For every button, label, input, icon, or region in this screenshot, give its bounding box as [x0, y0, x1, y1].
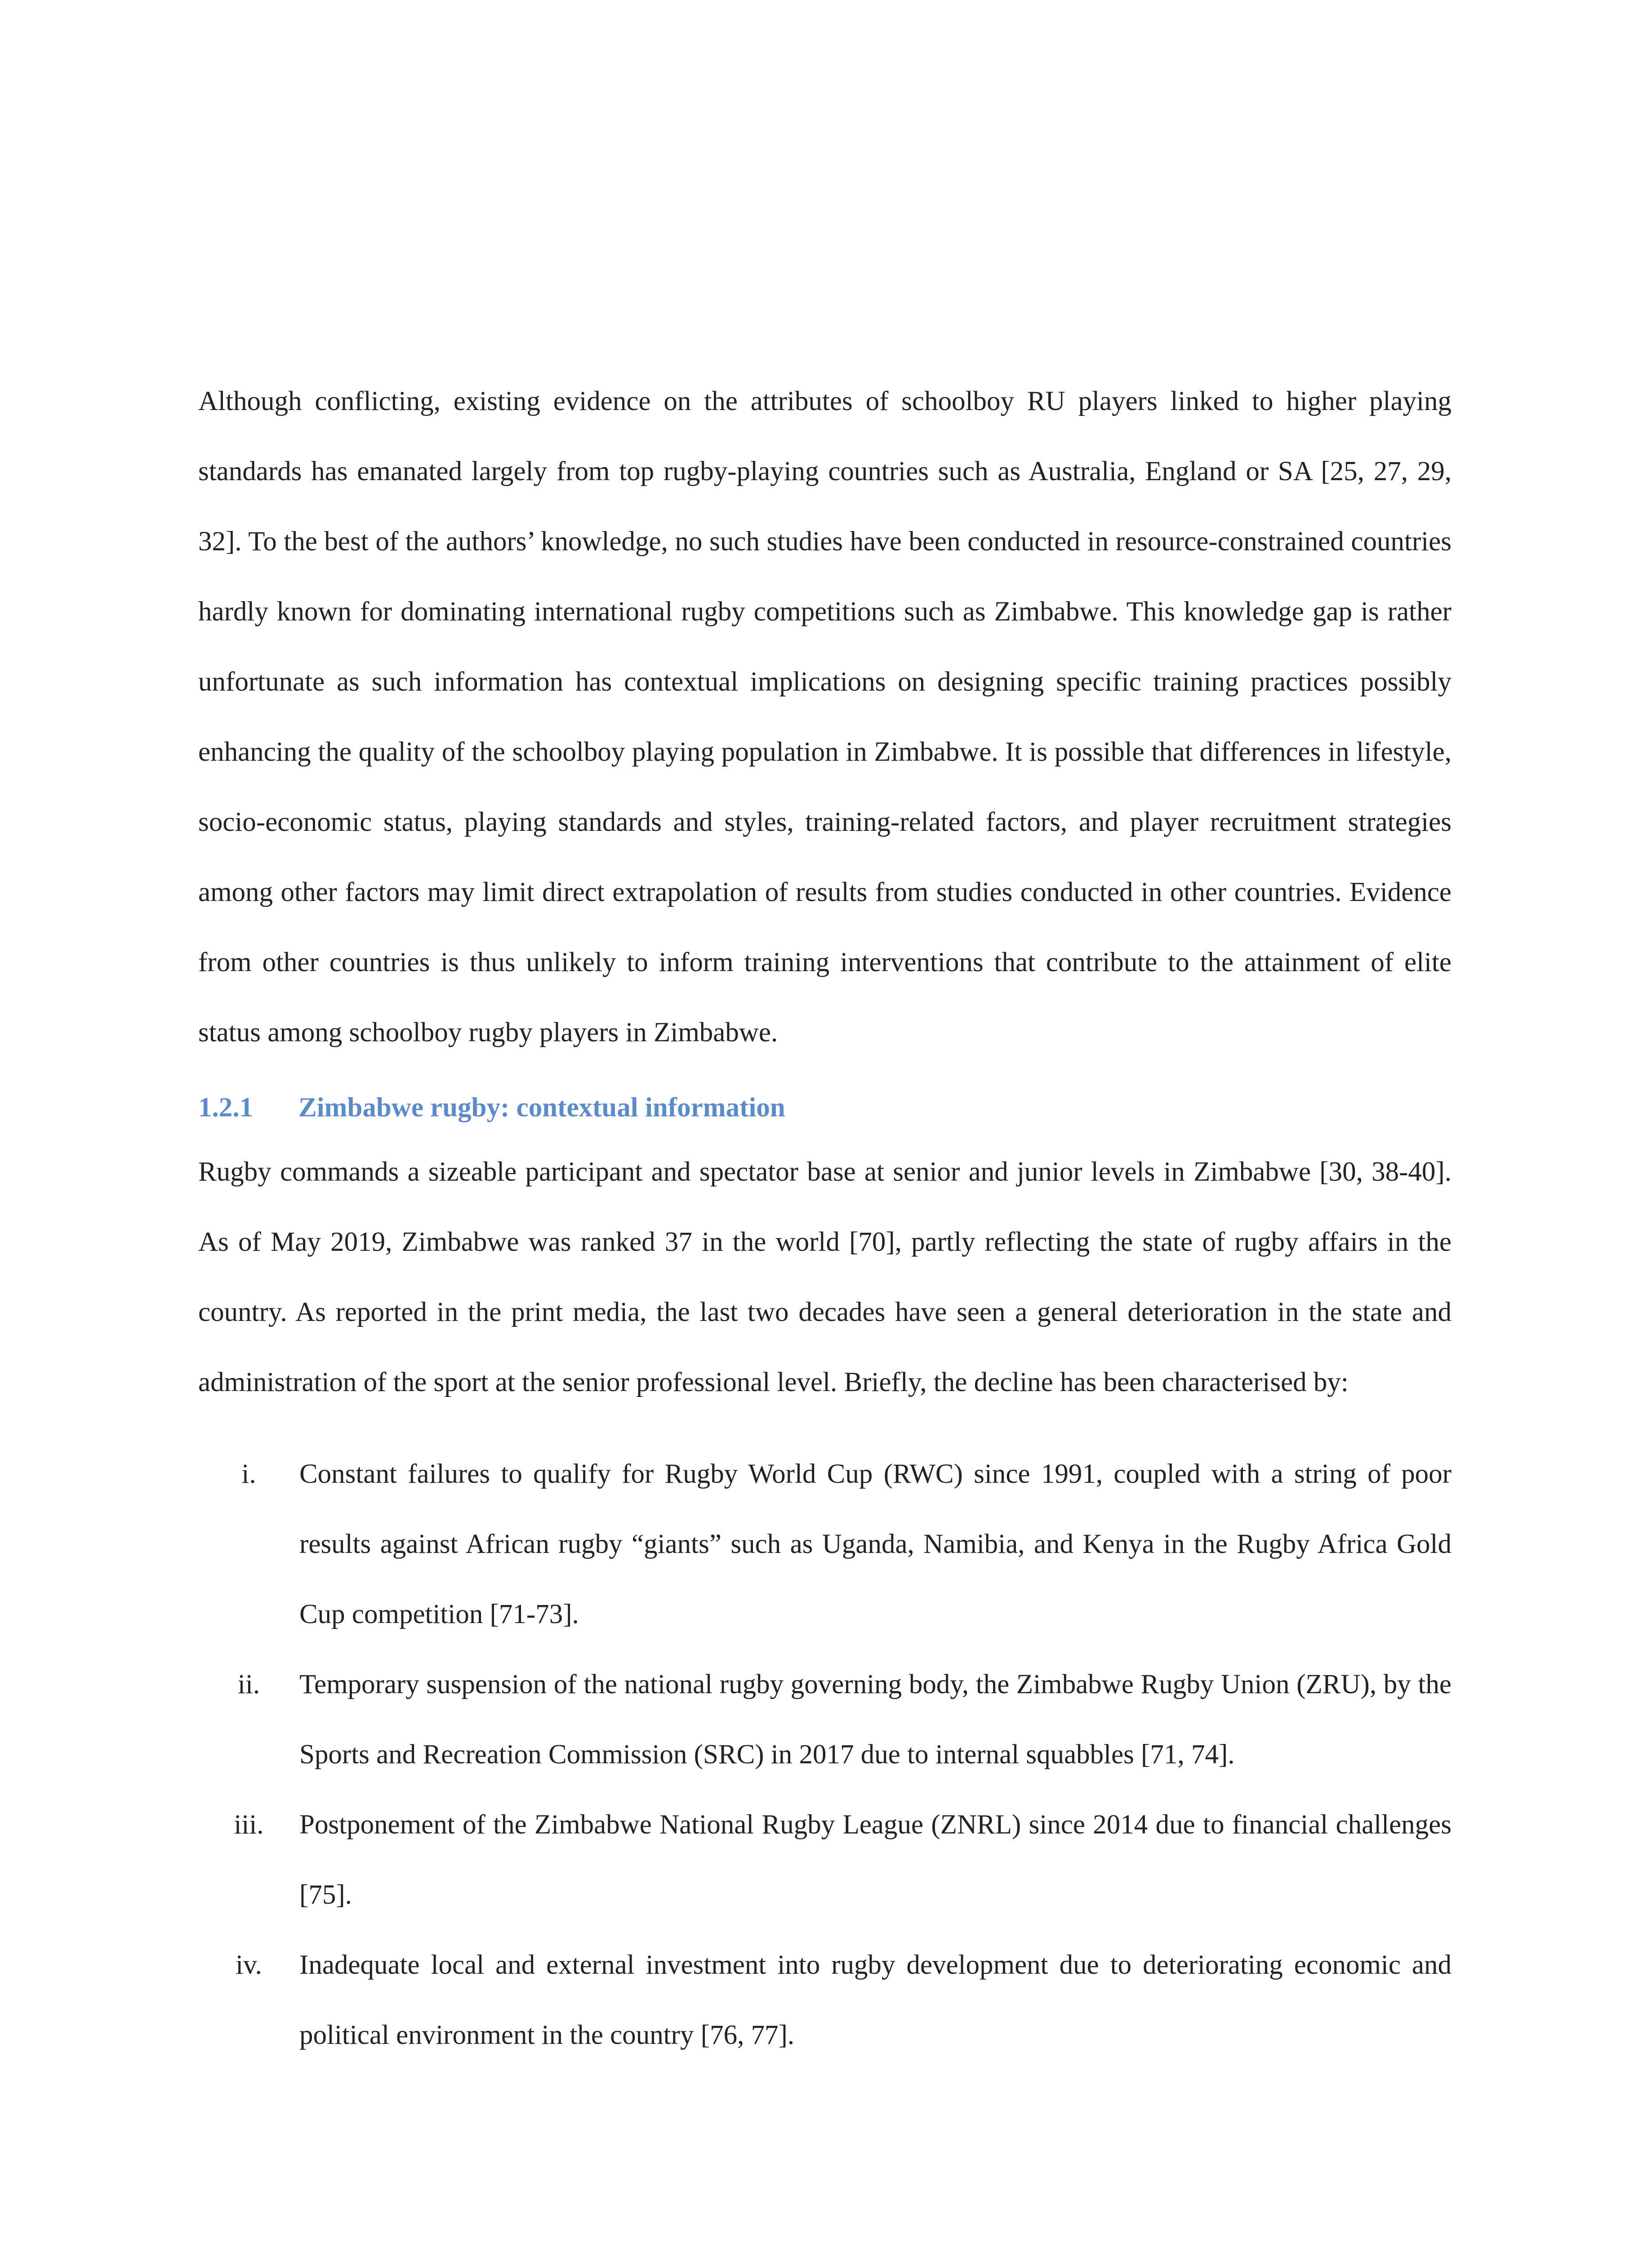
- list-item: [198, 1650, 1452, 1790]
- decline-list: [198, 1439, 1452, 2070]
- list-item: [198, 1930, 1452, 2070]
- list-marker: iv.: [236, 1950, 262, 1980]
- list-marker: iii.: [234, 1810, 264, 1840]
- list-marker: i.: [241, 1459, 256, 1489]
- list-item-text: Temporary suspension of the national rugby governing body, the Zimbabwe Rugby Union (ZRU), by the Sports and Recreation Commission (SRC) in 2017 due to internal squabbles [71, 74].: [299, 1669, 1452, 1770]
- section-paragraph: Rugby commands a sizeable participant and spectator base at senior and junior levels in Zimbabwe [30, 38-40]. As of May 2019, Zimbabwe was ranked 37 in the world [70], partly reflecting the state of rugby affairs in the country. As reported in the print media, the last two decades have seen a general deterioration in the state and administration of the sport at the senior professional level. Briefly, the decline has been characterised by:: [198, 1157, 1452, 1397]
- list-marker: ii.: [237, 1669, 260, 1699]
- page-content: [198, 366, 1452, 2070]
- list-item-text: Constant failures to qualify for Rugby World Cup (RWC) since 1991, coupled with a string of poor results against African rugby “giants” such as Uganda, Namibia, and Kenya in the Rugby Africa Gold Cup competition [71-73].: [299, 1459, 1452, 1629]
- section-number: 1.2.1: [198, 1093, 253, 1123]
- list-item: [198, 1790, 1452, 1930]
- intro-paragraph: Although conflicting, existing evidence on the attributes of schoolboy RU players linked to higher playing standards has emanated largely from top rugby-playing countries such as Australia, England or SA [25, 27, 29, 32]. To the best of the authors’ knowledge, no such studies have been conducted in resource-constrained countries hardly known for dominating international rugby competitions such as Zimbabwe. This knowledge gap is rather unfortunate as such information has contextual implications on designing specific training practices possibly enhancing the quality of the schoolboy playing population in Zimbabwe. It is possible that differences in lifestyle, socio-economic status, playing standards and styles, training-related factors, and player recruitment strategies among other factors may limit direct extrapolation of results from studies conducted in other countries. Evidence from other countries is thus unlikely to inform training interventions that contribute to the attainment of elite status among schoolboy rugby players in Zimbabwe.: [198, 386, 1452, 1048]
- list-item-text: Inadequate local and external investment into rugby development due to deteriorating economic and political environment in the country [76, 77].: [299, 1950, 1452, 2050]
- section-heading: [198, 1079, 1452, 1137]
- list-item-text: Postponement of the Zimbabwe National Rugby League (ZNRL) since 2014 due to financial challenges [75].: [299, 1810, 1452, 1910]
- list-item: [198, 1439, 1452, 1650]
- section-title: Zimbabwe rugby: contextual information: [298, 1093, 785, 1123]
